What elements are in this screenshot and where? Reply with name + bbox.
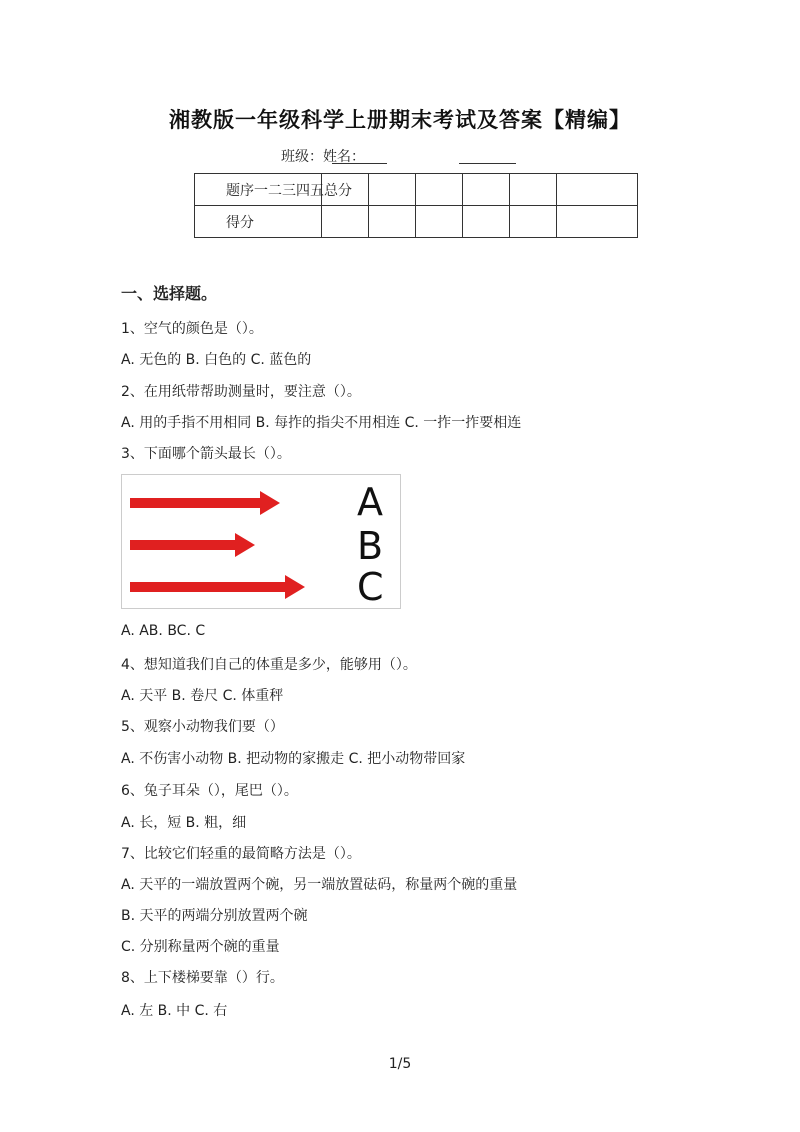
options-8: A. 左 B. 中 C. 右 — [121, 1003, 228, 1019]
score-cell — [510, 206, 557, 238]
score-cell — [416, 206, 463, 238]
question-6: 6、兔子耳朵（），尾巴（）。 — [121, 783, 298, 799]
options-5: A. 不伤害小动物 B. 把动物的家搬走 C. 把小动物带回家 — [121, 751, 466, 767]
arrow-a — [130, 491, 280, 515]
score-cell — [369, 174, 416, 206]
options-7a: A. 天平的一端放置两个碗，另一端放置砝码，称量两个碗的重量 — [121, 877, 518, 893]
page-title: 湘教版一年级科学上册期末考试及答案【精编】 — [169, 108, 631, 132]
arrow-c — [130, 575, 305, 599]
score-table-score-row — [195, 206, 638, 238]
question-2: 2、在用纸带帮助测量时，要注意（）。 — [121, 384, 361, 400]
arrow-b — [130, 533, 255, 557]
options-4: A. 天平 B. 卷尺 C. 体重秤 — [121, 688, 284, 704]
question-1: 1、空气的颜色是（）。 — [121, 321, 263, 337]
score-row-label: 得分 — [195, 206, 322, 238]
score-cell — [416, 174, 463, 206]
score-cell — [369, 206, 416, 238]
options-6: A. 长，短 B. 粗，细 — [121, 815, 247, 831]
question-8: 8、上下楼梯要靠（）行。 — [121, 970, 284, 986]
question-3: 3、下面哪个箭头最长（）。 — [121, 446, 291, 462]
section-heading: 一、选择题。 — [121, 284, 218, 303]
score-cell — [322, 206, 369, 238]
options-7b: B. 天平的两端分别放置两个碗 — [121, 908, 308, 924]
score-table — [194, 173, 638, 238]
options-3: A. AB. BC. C — [121, 623, 206, 639]
score-cell — [463, 206, 510, 238]
arrows-svg — [122, 475, 400, 608]
score-table-header-row — [195, 174, 638, 206]
options-2: A. 用的手指不用相同 B. 每拃的指尖不用相连 C. 一拃一拃要相连 — [121, 415, 522, 431]
question-4: 4、想知道我们自己的体重是多少，能够用（）。 — [121, 657, 417, 673]
page-number: 1/5 — [388, 1056, 412, 1072]
arrows-figure — [121, 474, 401, 609]
options-1: A. 无色的 B. 白色的 C. 蓝色的 — [121, 352, 312, 368]
score-cell — [557, 174, 638, 206]
figure-label-c: C — [357, 565, 384, 608]
name-blank — [459, 163, 516, 164]
score-table-header-label: 题序一二三四五总分 — [195, 174, 322, 206]
class-blank — [332, 163, 387, 164]
class-name-line: 班级：姓名： — [281, 149, 365, 165]
options-7c: C. 分别称量两个碗的重量 — [121, 939, 280, 955]
score-cell — [463, 174, 510, 206]
score-cell — [557, 206, 638, 238]
score-cell — [510, 174, 557, 206]
question-7: 7、比较它们轻重的最简略方法是（）。 — [121, 846, 361, 862]
question-5: 5、观察小动物我们要（） — [121, 719, 284, 735]
figure-label-b: B — [357, 524, 384, 568]
figure-label-a: A — [357, 480, 383, 524]
